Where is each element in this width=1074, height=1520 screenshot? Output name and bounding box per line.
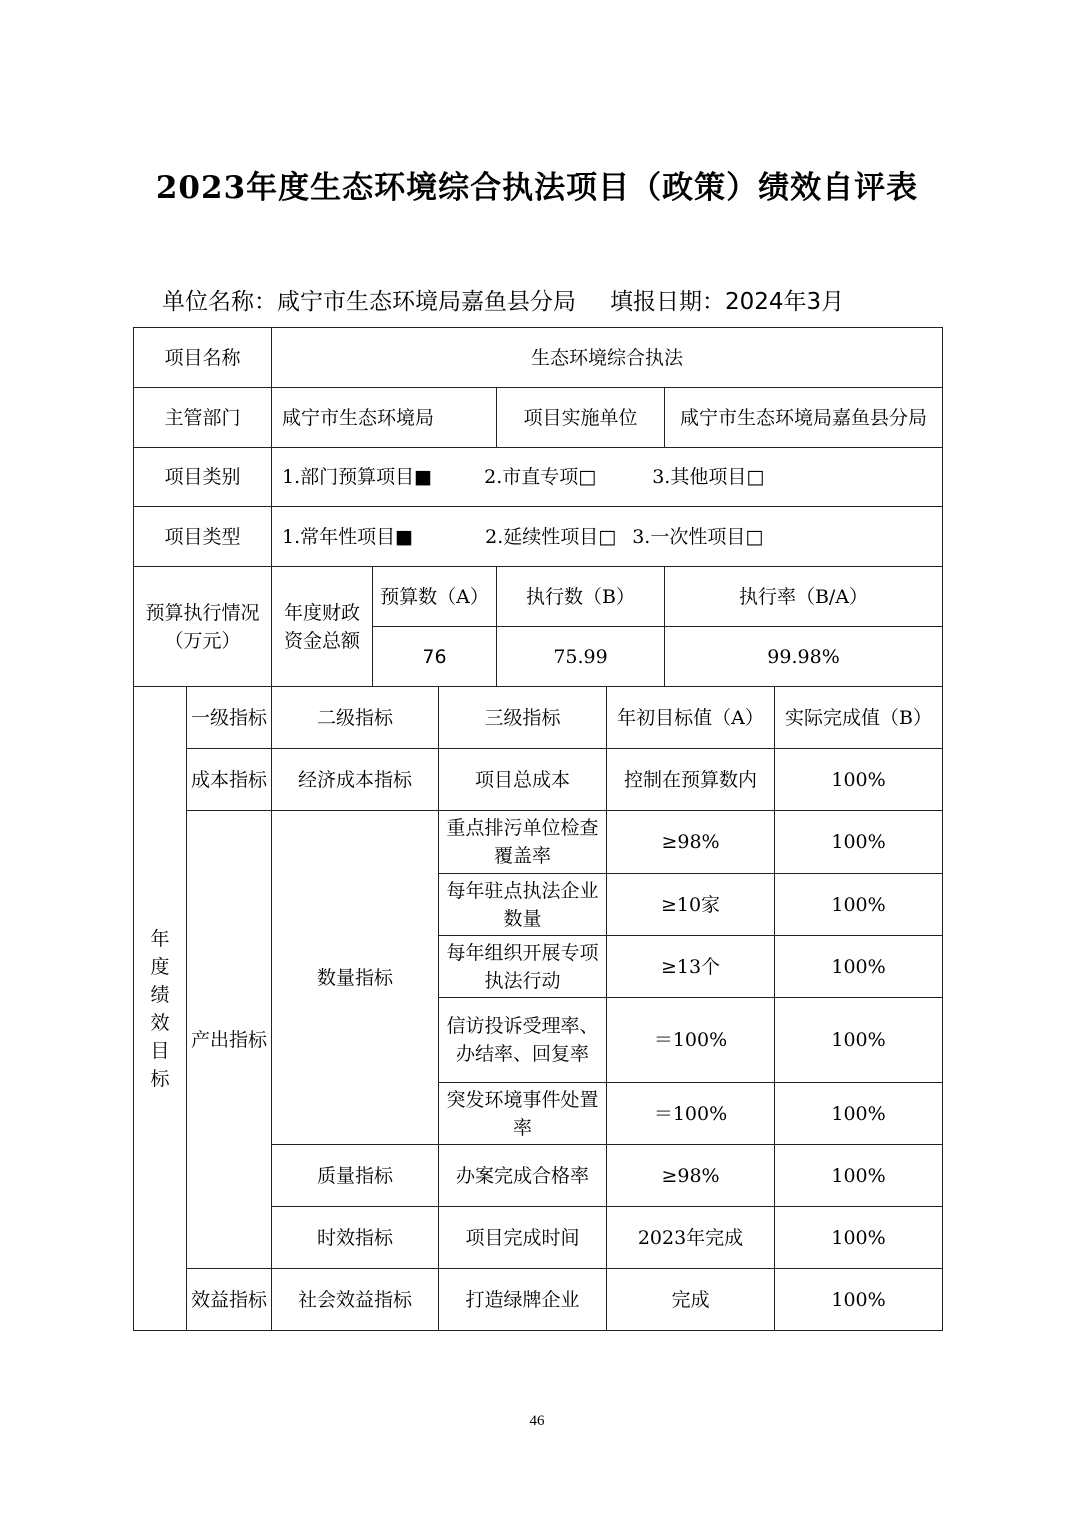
date-value: 2024年3月 [725, 289, 845, 315]
q1-actual: 100% [775, 811, 943, 874]
quality-actual: 100% [775, 1145, 943, 1207]
quality-label: 质量指标 [272, 1145, 439, 1207]
q3-name: 每年组织开展专项执法行动 [439, 936, 607, 998]
q3-actual: 100% [775, 936, 943, 998]
table-row [134, 749, 943, 811]
q4-actual: 100% [775, 998, 943, 1083]
q5-name: 突发环境事件处置率 [439, 1083, 607, 1145]
benefit-actual: 100% [775, 1269, 943, 1331]
benefit-level1: 效益指标 [187, 1269, 272, 1331]
time-target: 2023年完成 [607, 1207, 775, 1269]
cost-level2: 经济成本指标 [272, 749, 439, 811]
header-level1: 一级指标 [187, 687, 272, 749]
category-option-3: 3.其他项目□ [652, 466, 765, 488]
budget-col-b: 执行数（B） [497, 567, 665, 627]
category-option-2: 2.市直专项□ [484, 466, 597, 488]
header-level3: 三级指标 [439, 687, 607, 749]
time-actual: 100% [775, 1207, 943, 1269]
q2-target: ≥10家 [607, 874, 775, 936]
category-option-1: 1.部门预算项目■ [282, 466, 433, 488]
cost-actual: 100% [775, 749, 943, 811]
table-row [134, 811, 943, 874]
quality-target: ≥98% [607, 1145, 775, 1207]
q4-name: 信访投诉受理率、办结率、回复率 [439, 998, 607, 1083]
dept-value: 咸宁市生态环境局 [272, 388, 497, 448]
quality-name: 办案完成合格率 [439, 1145, 607, 1207]
output-level1: 产出指标 [187, 811, 272, 1269]
impl-label: 项目实施单位 [497, 388, 665, 448]
impl-value: 咸宁市生态环境局嘉鱼县分局 [665, 388, 943, 448]
table-row [134, 1269, 943, 1331]
report-meta [162, 283, 922, 316]
cost-target: 控制在预算数内 [607, 749, 775, 811]
unit-name: 咸宁市生态环境局嘉鱼县分局 [277, 289, 576, 315]
type-option-2: 2.延续性项目□ [485, 525, 617, 548]
type-option-3: 3.一次性项目□ [632, 525, 764, 548]
benefit-level3: 打造绿牌企业 [439, 1269, 607, 1331]
type-options [272, 507, 943, 567]
budget-val-rate: 99.98% [665, 627, 943, 687]
category-options [272, 448, 943, 507]
q2-name: 每年驻点执法企业数量 [439, 874, 607, 936]
page-title: 2023年度生态环境综合执法项目（政策）绩效自评表 [155, 170, 919, 206]
header-level2: 二级指标 [272, 687, 439, 749]
unit-label: 单位名称： [162, 289, 277, 315]
category-label: 项目类别 [134, 448, 272, 507]
q1-target: ≥98% [607, 811, 775, 874]
cost-level1: 成本指标 [187, 749, 272, 811]
table-row [134, 687, 943, 749]
benefit-level2: 社会效益指标 [272, 1269, 439, 1331]
perf-section-label [134, 687, 187, 1331]
q1-name: 重点排污单位检查覆盖率 [439, 811, 607, 874]
evaluation-table [133, 327, 943, 1331]
time-name: 项目完成时间 [439, 1207, 607, 1269]
q2-actual: 100% [775, 874, 943, 936]
project-name-value: 生态环境综合执法 [272, 328, 943, 388]
q5-target: ＝100% [607, 1083, 775, 1145]
budget-col-a: 预算数（A） [373, 567, 497, 627]
budget-label: 预算执行情况（万元） [134, 567, 272, 687]
date-label: 填报日期： [610, 289, 725, 315]
budget-val-b: 75.99 [497, 627, 665, 687]
table-row [134, 448, 943, 507]
budget-val-a: 76 [373, 627, 497, 687]
q5-actual: 100% [775, 1083, 943, 1145]
type-label: 项目类型 [134, 507, 272, 567]
table-row [134, 328, 943, 388]
type-option-1: 1.常年性项目■ [282, 525, 414, 548]
time-label: 时效指标 [272, 1207, 439, 1269]
page-number: 46 [529, 1413, 545, 1429]
table-row [134, 507, 943, 567]
dept-label: 主管部门 [134, 388, 272, 448]
perf-section-text: 年度绩效目标 [150, 927, 170, 1090]
header-target: 年初目标值（A） [607, 687, 775, 749]
budget-col-rate: 执行率（B/A） [665, 567, 943, 627]
budget-total-label: 年度财政资金总额 [272, 567, 373, 687]
cost-level3: 项目总成本 [439, 749, 607, 811]
q4-target: ＝100% [607, 998, 775, 1083]
header-actual: 实际完成值（B） [775, 687, 943, 749]
table-row [134, 567, 943, 627]
quantity-label: 数量指标 [272, 811, 439, 1145]
project-name-label: 项目名称 [134, 328, 272, 388]
table-row [134, 388, 943, 448]
q3-target: ≥13个 [607, 936, 775, 998]
benefit-target: 完成 [607, 1269, 775, 1331]
